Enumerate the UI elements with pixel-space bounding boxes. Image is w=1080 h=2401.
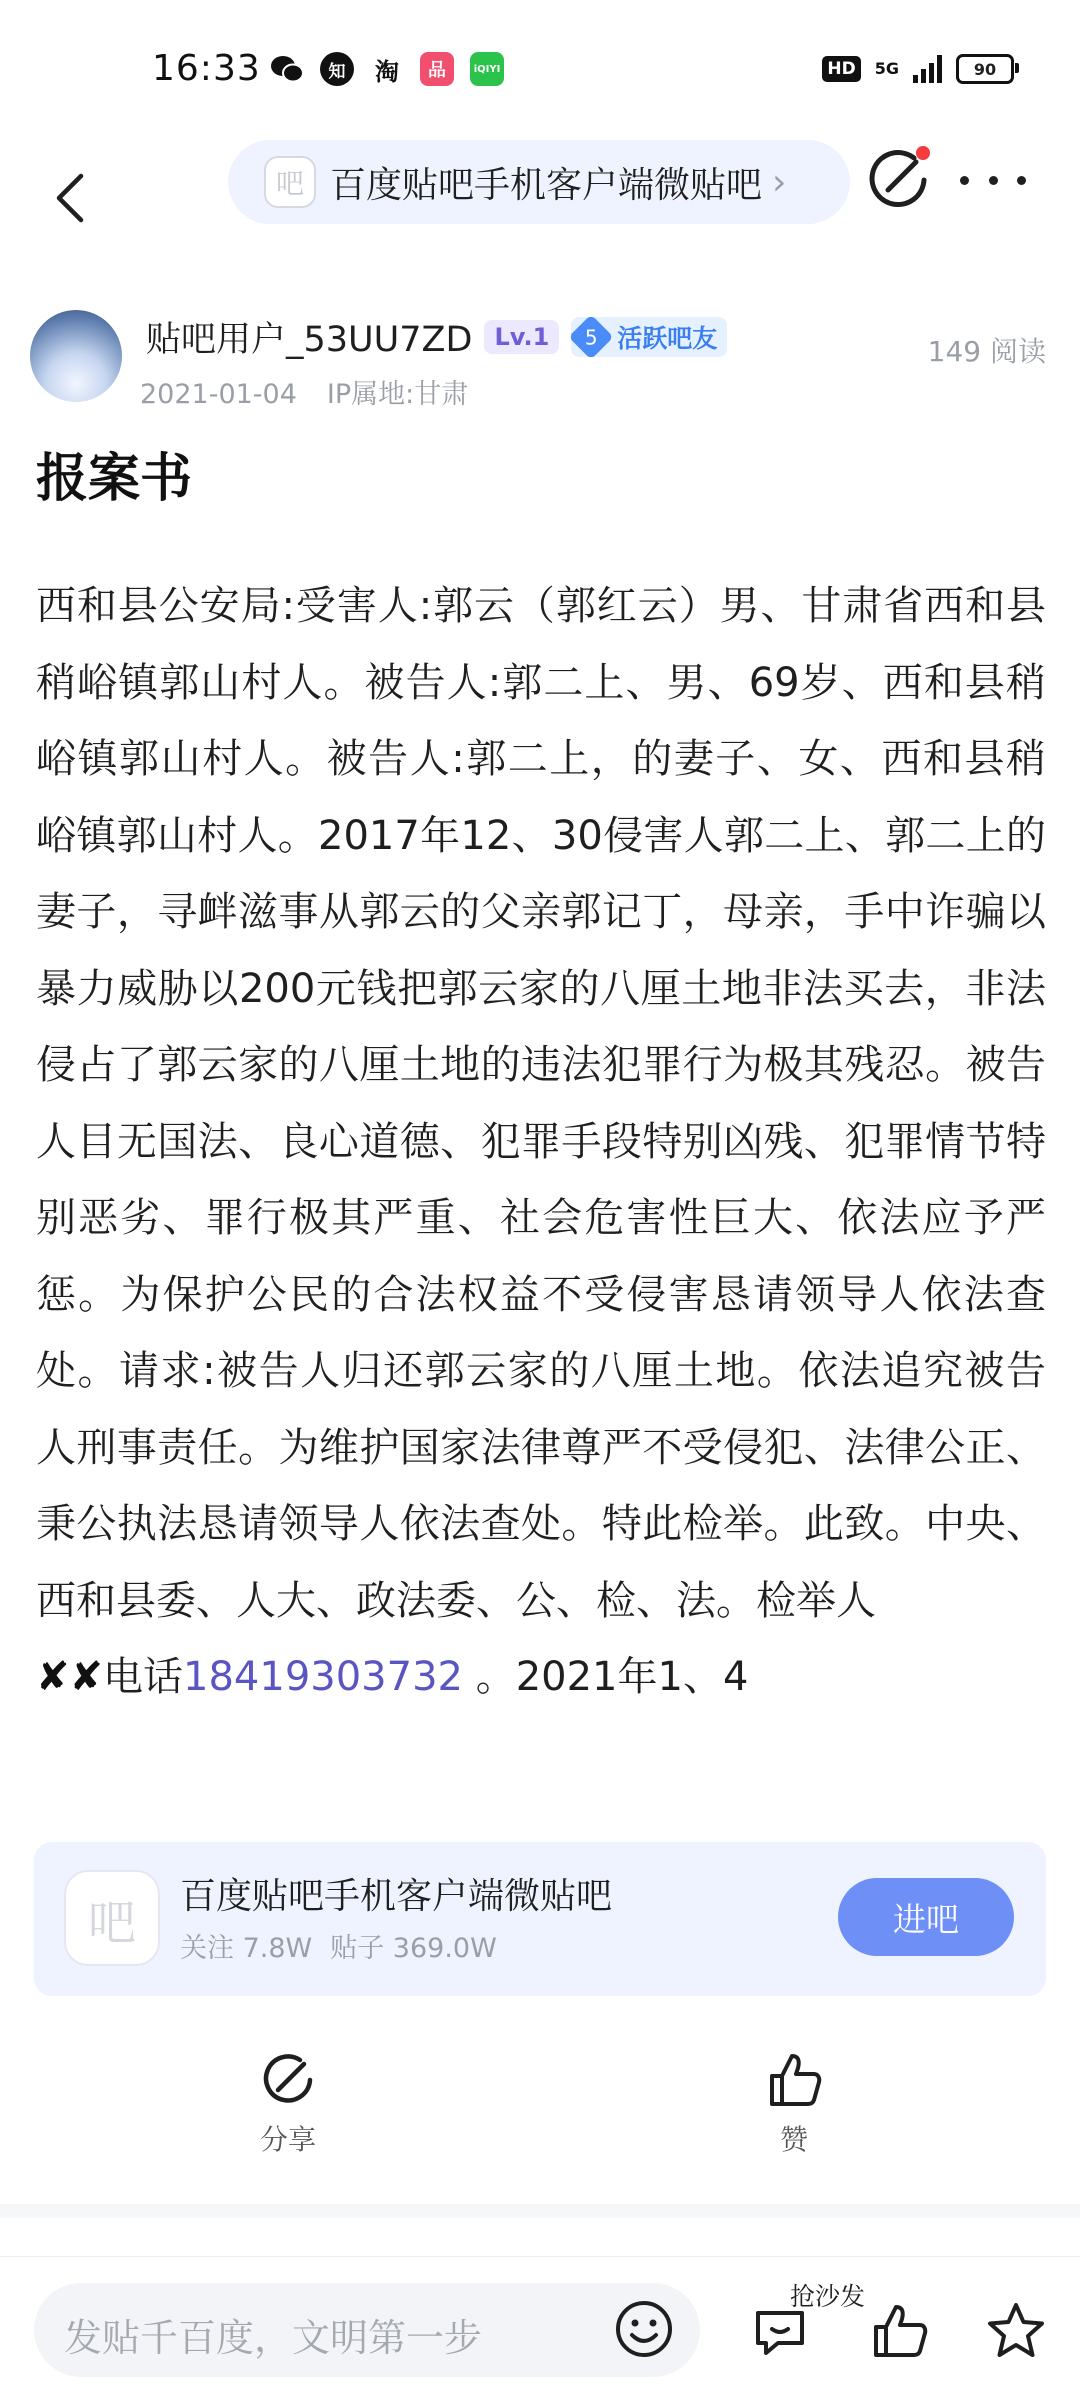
network-indicator: 5G [874, 59, 899, 78]
share-icon [258, 2050, 318, 2110]
chevron-left-icon [55, 172, 85, 224]
read-count: 149 阅读 [927, 335, 1046, 368]
xiaohongshu-icon: 品 [420, 52, 454, 86]
author-name[interactable]: 贴吧用户_53UU7ZD [146, 320, 473, 360]
follow-count: 关注 7.8W [180, 1933, 313, 1964]
sofa-label: 抢沙发 [790, 2282, 866, 2311]
status-time: 16:33 [152, 48, 261, 89]
reply-placeholder: 发贴千百度，文明第一步 [64, 2316, 483, 2360]
section-divider [0, 2204, 1080, 2218]
post-meta [140, 372, 468, 411]
post-body-end: 。2021年1、4 [462, 1654, 749, 1700]
dot-icon [989, 176, 998, 185]
notification-icons [270, 52, 504, 86]
top-nav [0, 140, 1080, 290]
favorite-button[interactable] [984, 2299, 1048, 2363]
level-badge: Lv.1 [484, 320, 559, 354]
join-forum-button[interactable]: 进吧 [838, 1878, 1014, 1956]
phone-link[interactable]: 18419303732 [183, 1654, 463, 1700]
star-icon [984, 2299, 1048, 2363]
author-row [146, 312, 727, 362]
status-bar [0, 0, 1080, 140]
phone-label: 电话 [103, 1654, 184, 1700]
like-label: 赞 [779, 2123, 808, 2156]
active-member-badge [571, 317, 727, 357]
iqiyi-icon: iQIYI [470, 52, 504, 86]
forum-card-stats [180, 1926, 497, 1965]
notification-dot [916, 146, 930, 160]
share-label: 分享 [259, 2123, 316, 2156]
bottom-like-button[interactable] [868, 2299, 932, 2363]
author-avatar[interactable] [30, 310, 122, 402]
thumbs-up-icon [868, 2299, 932, 2363]
dot-icon [1017, 176, 1026, 185]
redacted-name: ✘✘ [36, 1654, 104, 1700]
reply-input[interactable] [34, 2283, 700, 2377]
bottom-bar [0, 2256, 1080, 2401]
zhihu-icon: 知 [320, 52, 354, 86]
forum-logo-icon: 吧 [264, 156, 316, 208]
signal-icon [913, 55, 942, 83]
post-count: 贴子 369.0W [330, 1933, 497, 1964]
system-indicators [822, 54, 1014, 84]
more-options-button[interactable] [960, 160, 1026, 200]
badge-label: 活跃吧友 [617, 324, 718, 353]
battery-icon: 90 [956, 54, 1014, 84]
post-body-text: 西和县公安局:受害人:郭云（郭红云）男、甘肃省西和县稍峪镇郭山村人。被告人:郭二上、男、69岁、西和县稍峪镇郭山村人。被告人:郭二上，的妻子、女、西和县稍峪镇郭山村人。2017年12、30侵害人郭二上、郭二上的妻子，寻衅滋事从郭云的父亲郭记丁，母亲，手中诈骗以暴力威胁以200元钱把郭云家的八厘土地非法买去，非法侵占了郭云家的八厘土地的违法犯罪行为极其残忍。被告人目无国法、良心道德、犯罪手段特别凶残、犯罪情节特别恶劣、罪行极其严重、社会危害性巨大、依法应予严惩。为保护公民的合法权益不受侵害恳请领导人依法查处。请求:被告人归还郭云家的八厘土地。依法追究被告人刑事责任。为维护国家法律尊严不受侵犯、法律公正、秉公执法恳请领导人依法查处。特此检举。此致。中央、西和县委、人大、政法委、公、检、法。检举人 [36, 583, 1046, 1624]
chevron-right-icon: › [772, 161, 787, 203]
post-body [36, 568, 1046, 1716]
taobao-icon: 淘 [375, 57, 399, 86]
hd-indicator: HD [822, 56, 860, 82]
thumbs-up-icon [764, 2050, 824, 2110]
post-date: 2021-01-04 [140, 379, 297, 410]
share-button[interactable] [218, 2050, 358, 2158]
post-title: 报案书 [36, 449, 193, 509]
forum-card-name: 百度贴吧手机客户端微贴吧 [180, 1876, 613, 1917]
forum-card[interactable] [34, 1842, 1046, 1996]
dot-icon [960, 176, 969, 185]
forum-entry-pill[interactable] [228, 140, 850, 224]
like-button[interactable] [724, 2050, 864, 2158]
wechat-icon [270, 52, 304, 86]
smiley-icon [612, 2297, 676, 2361]
back-button[interactable] [40, 158, 100, 238]
emoji-button[interactable] [612, 2297, 676, 2361]
forum-card-logo-icon: 吧 [64, 1870, 160, 1966]
forum-name: 百度贴吧手机客户端微贴吧 [330, 164, 763, 206]
ip-location: IP属地:甘肃 [326, 379, 469, 410]
badge-diamond-icon: 5 [569, 314, 614, 359]
